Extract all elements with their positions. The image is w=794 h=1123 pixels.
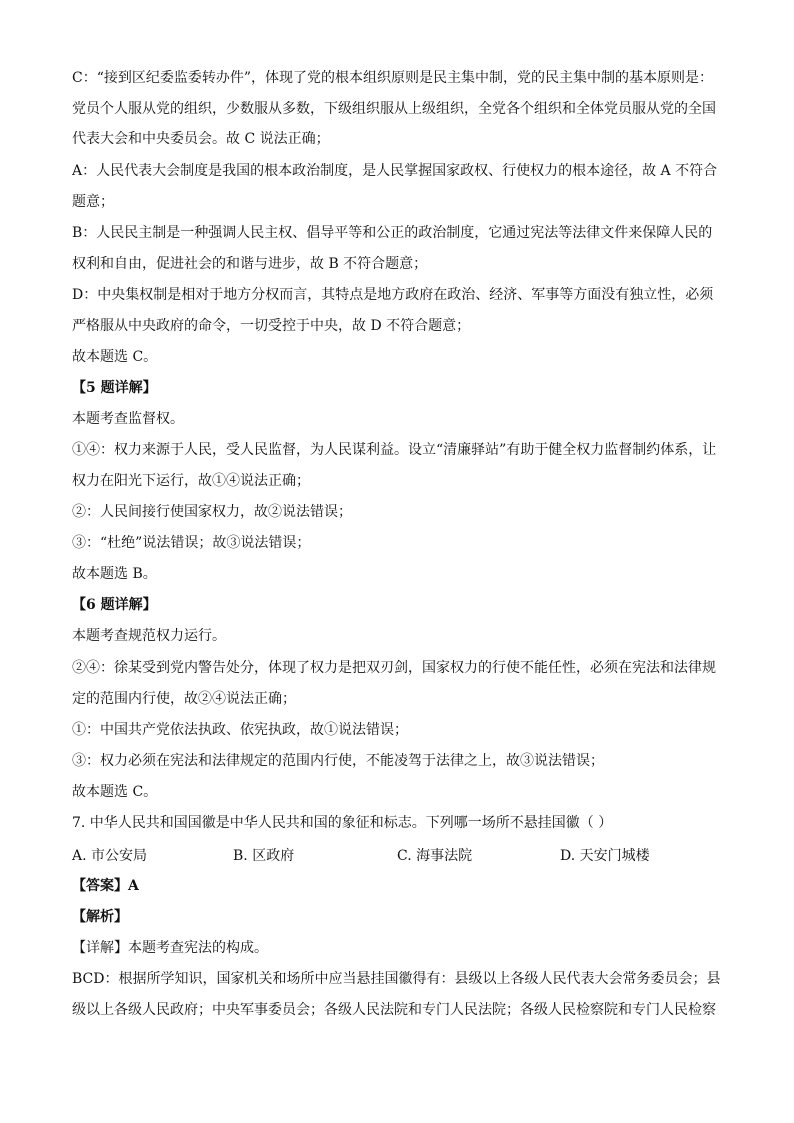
section-heading: 【6 题详解】 bbox=[72, 597, 157, 613]
detail-line: 【详解】本题考查宪法的构成。 bbox=[72, 940, 268, 956]
option-c: C. 海事法院 bbox=[397, 848, 473, 864]
answer-heading: 【答案】A bbox=[72, 878, 139, 894]
text-line: 党员个人服从党的组织，少数服从多数，下级组织服从上级组织，全党各个组织和全体党员服从党的全国 bbox=[72, 101, 716, 117]
text-line: 故本题选 C。 bbox=[72, 784, 158, 800]
text-line: ②：人民间接行使国家权力，故②说法错误； bbox=[72, 504, 352, 520]
section-heading: 【5 题详解】 bbox=[72, 380, 157, 396]
option-d: D. 天安门城楼 bbox=[560, 848, 650, 864]
text-line: C：“接到区纪委监委转办件”，体现了党的根本组织原则是民主集中制，党的民主集中制的基本原则是： bbox=[72, 70, 714, 86]
text-line: B：人民民主制是一种强调人民主权、倡导平等和公正的政治制度，它通过宪法等法律文件来保障人民的 bbox=[72, 225, 713, 241]
text-line: ③：权力必须在宪法和法律规定的范围内行使，不能凌驾于法律之上，故③说法错误； bbox=[72, 753, 604, 769]
text-line: 定的范围内行使，故②④说法正确； bbox=[72, 691, 296, 707]
text-line: 权力在阳光下运行，故①④说法正确； bbox=[72, 473, 310, 489]
question-stem: 7. 中华人民共和国国徽是中华人民共和国的象征和标志。下列哪一场所不悬挂国徽（ ） bbox=[72, 815, 613, 831]
option-a: A. 市公安局 bbox=[72, 848, 148, 864]
text-line: 故本题选 B。 bbox=[72, 566, 157, 582]
text-line: BCD：根据所学知识，国家机关和场所中应当悬挂国徽得有：县级以上各级人民代表大会常务委员会；县 bbox=[72, 971, 721, 987]
text-line: 级以上各级人民政府；中央军事委员会；各级人民法院和专门人民法院；各级人民检察院和专门人民检察 bbox=[72, 1002, 716, 1018]
text-line: ①④：权力来源于人民，受人民监督，为人民谋利益。设立“清廉驿站”有助于健全权力监督制约体系，让 bbox=[72, 442, 717, 458]
text-line: 严格服从中央政府的命令，一切受控于中央，故 D 不符合题意； bbox=[72, 318, 471, 334]
text-line: 题意； bbox=[72, 194, 114, 210]
text-line: 故本题选 C。 bbox=[72, 349, 158, 365]
text-line: 权利和自由，促进社会的和谐与进步，故 B 不符合题意； bbox=[72, 256, 428, 272]
text-line: ②④：徐某受到党内警告处分，体现了权力是把双刃剑，国家权力的行使不能任性，必须在宪法和法律规 bbox=[72, 660, 716, 676]
text-line: 本题考查规范权力运行。 bbox=[72, 628, 226, 644]
text-line: D：中央集权制是相对于地方分权而言，其特点是地方政府在政治、经济、军事等方面没有独立性，必须 bbox=[72, 287, 714, 303]
text-line: ③：“杜绝”说法错误；故③说法错误； bbox=[72, 535, 311, 551]
option-b: B. 区政府 bbox=[233, 848, 295, 864]
text-line: 本题考查监督权。 bbox=[72, 411, 184, 427]
text-line: ①：中国共产党依法执政、依宪执政，故①说法错误； bbox=[72, 722, 408, 738]
text-line: A：人民代表大会制度是我国的根本政治制度，是人民掌握国家政权、行使权力的根本途径，故 A 不符合 bbox=[72, 163, 718, 179]
text-line: 代表大会和中央委员会。故 C 说法正确； bbox=[72, 131, 330, 147]
analysis-heading: 【解析】 bbox=[72, 909, 128, 925]
